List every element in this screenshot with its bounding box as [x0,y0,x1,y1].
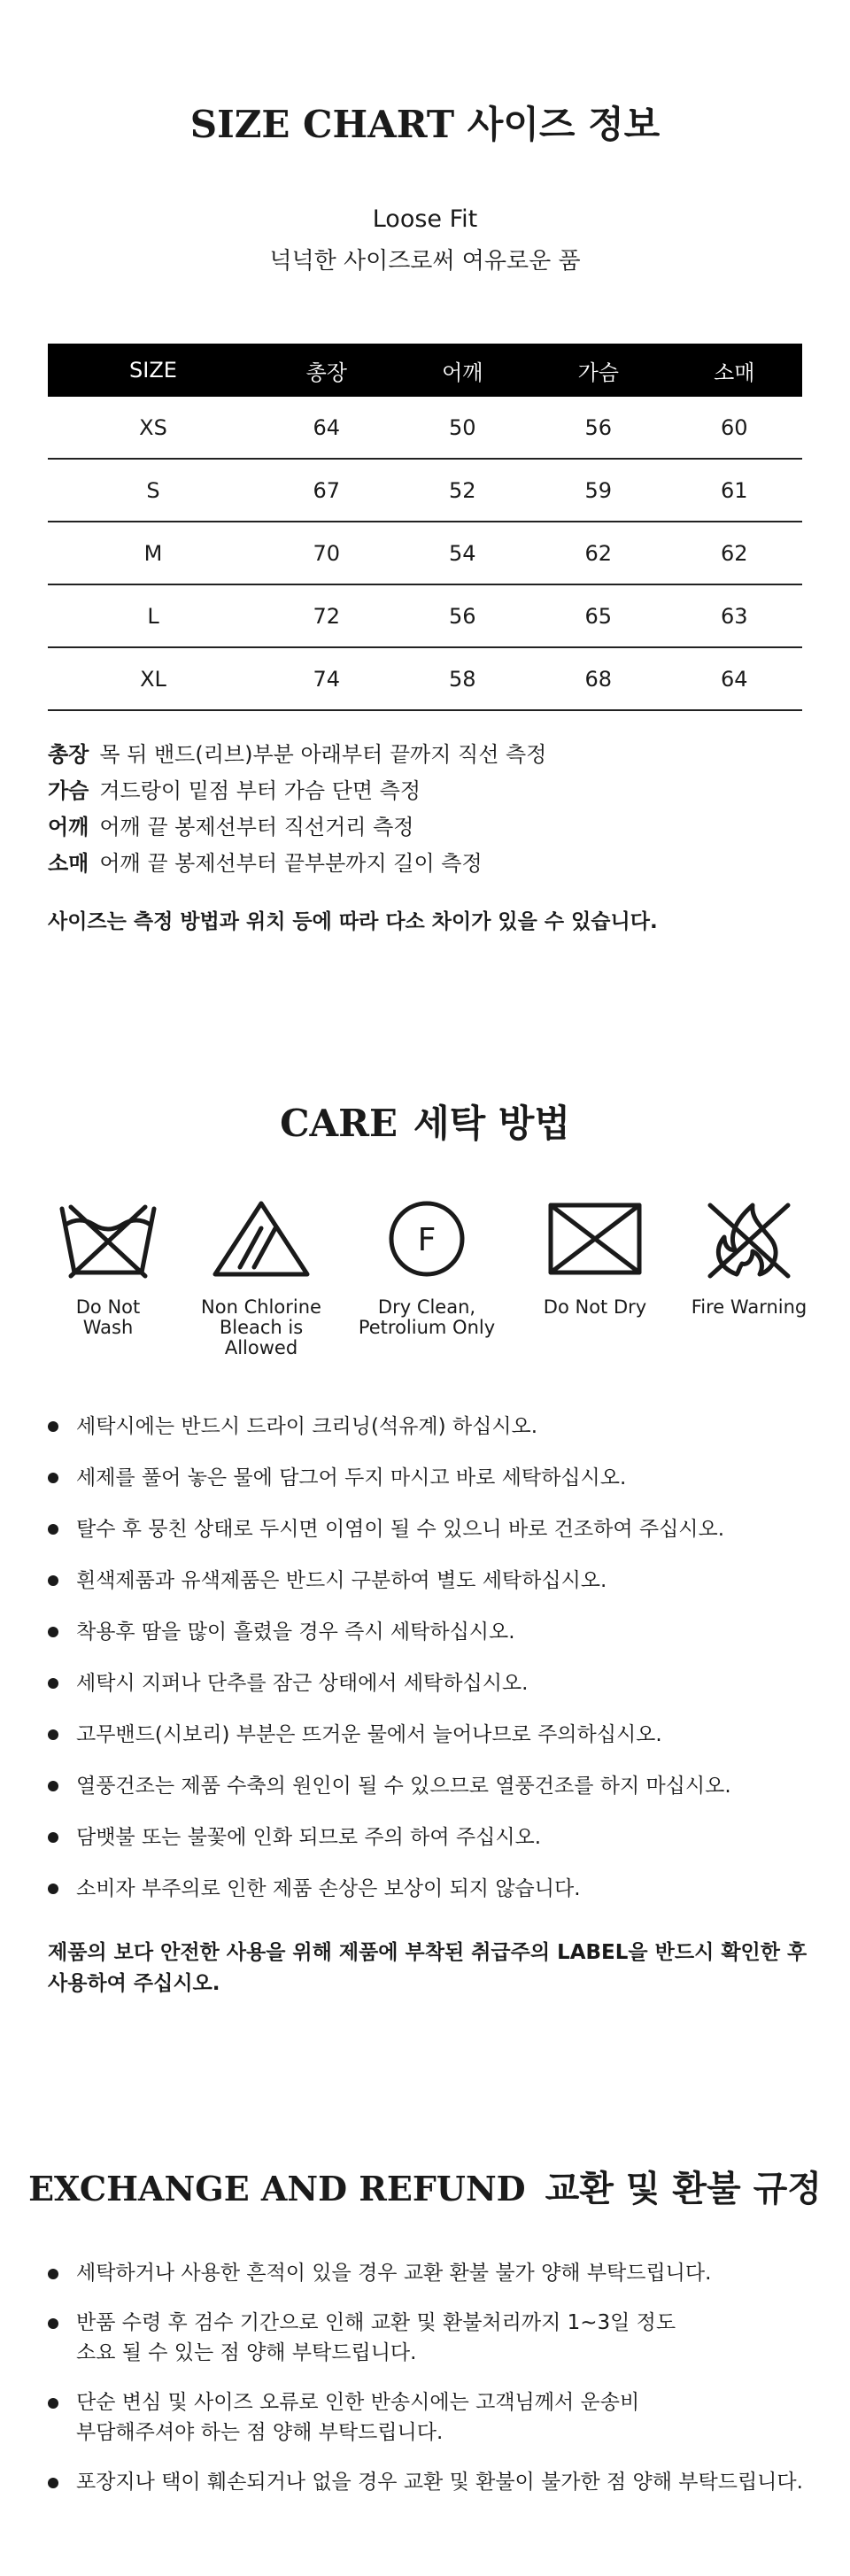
measurement-term: 어깨 [48,815,89,839]
do-not-wash-icon [57,1198,159,1280]
measurement-cell: 52 [395,459,531,522]
fire-warning-icon [698,1198,800,1280]
measurement-cell: 61 [667,459,803,522]
care-icon-label: Do Not Wash [75,1296,141,1338]
care-icon-dry-clean [356,1198,498,1338]
measurement-term: 소매 [48,851,89,876]
size-label-cell: L [48,584,259,647]
care-title-ko: 세탁 방법 [413,1102,570,1145]
size-label-cell: XL [48,647,259,710]
exchange-policy-line: 포장지나 택이 훼손되거나 없을 경우 교환 및 환불이 불가한 점 양해 부탁드립니다. [76,2471,803,2494]
size-row [48,397,802,459]
measurement-note [48,846,546,882]
non-chlorine-bleach-icon [210,1198,313,1280]
care-instruction-item: 세제를 풀어 놓은 물에 담그어 두지 마시고 바로 세탁하십시오. [48,1465,731,1516]
care-instruction-item: 착용후 땀을 많이 흘렸을 경우 즉시 세탁하십시오. [48,1619,731,1670]
header-cell: SIZE [48,344,259,397]
care-icon-label: Dry Clean, Petrolium Only [358,1296,496,1338]
exchange-policy-list [48,2258,803,2517]
care-instruction-item: 담뱃불 또는 불꽃에 인화 되므로 주의 하여 주십시오. [48,1824,731,1876]
care-instruction-item: 탈수 후 뭉친 상태로 두시면 이염이 될 수 있으니 바로 건조하여 주십시오. [48,1516,731,1567]
measurement-cell: 70 [259,522,395,584]
dry-clean-icon [375,1198,478,1280]
exchange-policy-item [48,2308,803,2368]
size-chart-title-en: SIZE CHART [189,103,455,146]
care-instruction-item: 세탁시 지퍼나 단추를 잠근 상태에서 세탁하십시오. [48,1670,731,1721]
measurement-cell: 65 [530,584,667,647]
size-table-header-row [48,344,802,397]
size-table [48,344,802,711]
care-title-en: CARE [280,1102,398,1145]
measurement-note [48,773,546,809]
measurement-cell: 63 [667,584,803,647]
care-notice: 제품의 보다 안전한 사용을 위해 제품에 부착된 취급주의 LABEL을 반드시 확인한 후 사용하여 주십시오. [48,1941,808,1995]
size-row [48,522,802,584]
exchange-policy-line: 단순 변심 및 사이즈 오류로 인한 반송시에는 고객님께서 운송비 [76,2391,640,2414]
measurement-cell: 64 [667,647,803,710]
care-icon-label: Non Chlorine Bleach is Allowed [201,1296,321,1358]
measurement-term: 가슴 [48,778,89,803]
measurement-desc: 겨드랑이 밑점 부터 가슴 단면 측정 [99,778,421,803]
exchange-policy-line: 소요 될 수 있는 점 양해 부탁드립니다. [76,2341,417,2364]
size-row [48,584,802,647]
measurement-term: 총장 [48,742,89,767]
measurement-desc: 어깨 끝 봉제선부터 끝부분까지 길이 측정 [99,851,483,876]
measurement-cell: 68 [530,647,667,710]
exchange-title-en: EXCHANGE AND REFUND [28,2169,526,2209]
exchange-policy-line: 반품 수령 후 검수 기간으로 인해 교환 및 환불처리까지 1~3일 정도 [76,2311,676,2334]
header-cell: 가슴 [530,344,667,397]
care-icon-non-chlorine-bleach [190,1198,332,1358]
care-instruction-item: 소비자 부주의로 인한 제품 손상은 보상이 되지 않습니다. [48,1876,731,1927]
exchange-policy-item [48,2387,803,2448]
measurement-cell: 56 [395,584,531,647]
size-row [48,459,802,522]
care-icon-do-not-dry [524,1198,666,1318]
measurement-cell: 60 [667,397,803,459]
do-not-dry-icon [544,1198,646,1280]
measurement-cell: 54 [395,522,531,584]
fit-name: Loose Fit [372,205,478,233]
size-label-cell: M [48,522,259,584]
exchange-policy-line: 부담해주셔야 하는 점 양해 부탁드립니다. [76,2421,444,2444]
svg-text:F: F [417,1222,437,1258]
size-row [48,647,802,710]
measurement-cell: 56 [530,397,667,459]
care-icon-label: Do Not Dry [543,1296,647,1318]
measurement-cell: 74 [259,647,395,710]
exchange-title-ko: 교환 및 환불 규정 [545,2169,822,2209]
measurement-desc: 목 뒤 밴드(리브)부분 아래부터 끝까지 직선 측정 [99,742,547,767]
exchange-policy-item [48,2258,803,2288]
care-title [0,1095,850,1148]
care-instruction-item: 고무밴드(시보리) 부분은 뜨거운 물에서 늘어나므로 주의하십시오. [48,1721,731,1773]
exchange-policy-item [48,2467,803,2497]
care-instructions-list [48,1413,731,1927]
exchange-title [0,2161,850,2211]
care-instruction-item: 흰색제품과 유색제품은 반드시 구분하여 별도 세탁하십시오. [48,1567,731,1619]
measurement-cell: 59 [530,459,667,522]
measurement-note [48,809,546,846]
fit-description: 넉넉한 사이즈로써 여유로운 품 [269,248,581,275]
header-cell: 소매 [667,344,803,397]
care-instruction-item: 열풍건조는 제품 수축의 원인이 될 수 있으므로 열풍건조를 하지 마십시오. [48,1773,731,1824]
size-label-cell: S [48,459,259,522]
measurement-cell: 50 [395,397,531,459]
care-icon-do-not-wash [37,1198,179,1338]
size-chart-title [0,96,850,149]
header-cell: 총장 [259,344,395,397]
measurement-cell: 67 [259,459,395,522]
exchange-policy-line: 세탁하거나 사용한 흔적이 있을 경우 교환 환불 불가 양해 부탁드립니다. [76,2262,712,2285]
size-label-cell: XS [48,397,259,459]
care-icon-fire-warning [678,1198,820,1318]
measurement-cell: 62 [530,522,667,584]
measurement-notes [48,737,546,882]
measurement-note [48,737,546,773]
measurement-cell: 62 [667,522,803,584]
size-chart-title-ko: 사이즈 정보 [467,103,661,146]
care-instruction-item: 세탁시에는 반드시 드라이 크리닝(석유계) 하십시오. [48,1413,731,1465]
header-cell: 어깨 [395,344,531,397]
measurement-cell: 58 [395,647,531,710]
measurement-desc: 어깨 끝 봉제선부터 직선거리 측정 [99,815,414,839]
measurement-cell: 64 [259,397,395,459]
size-notice: 사이즈는 측정 방법과 위치 등에 따라 다소 차이가 있을 수 있습니다. [48,910,658,933]
measurement-cell: 72 [259,584,395,647]
care-icon-label: Fire Warning [691,1296,808,1318]
